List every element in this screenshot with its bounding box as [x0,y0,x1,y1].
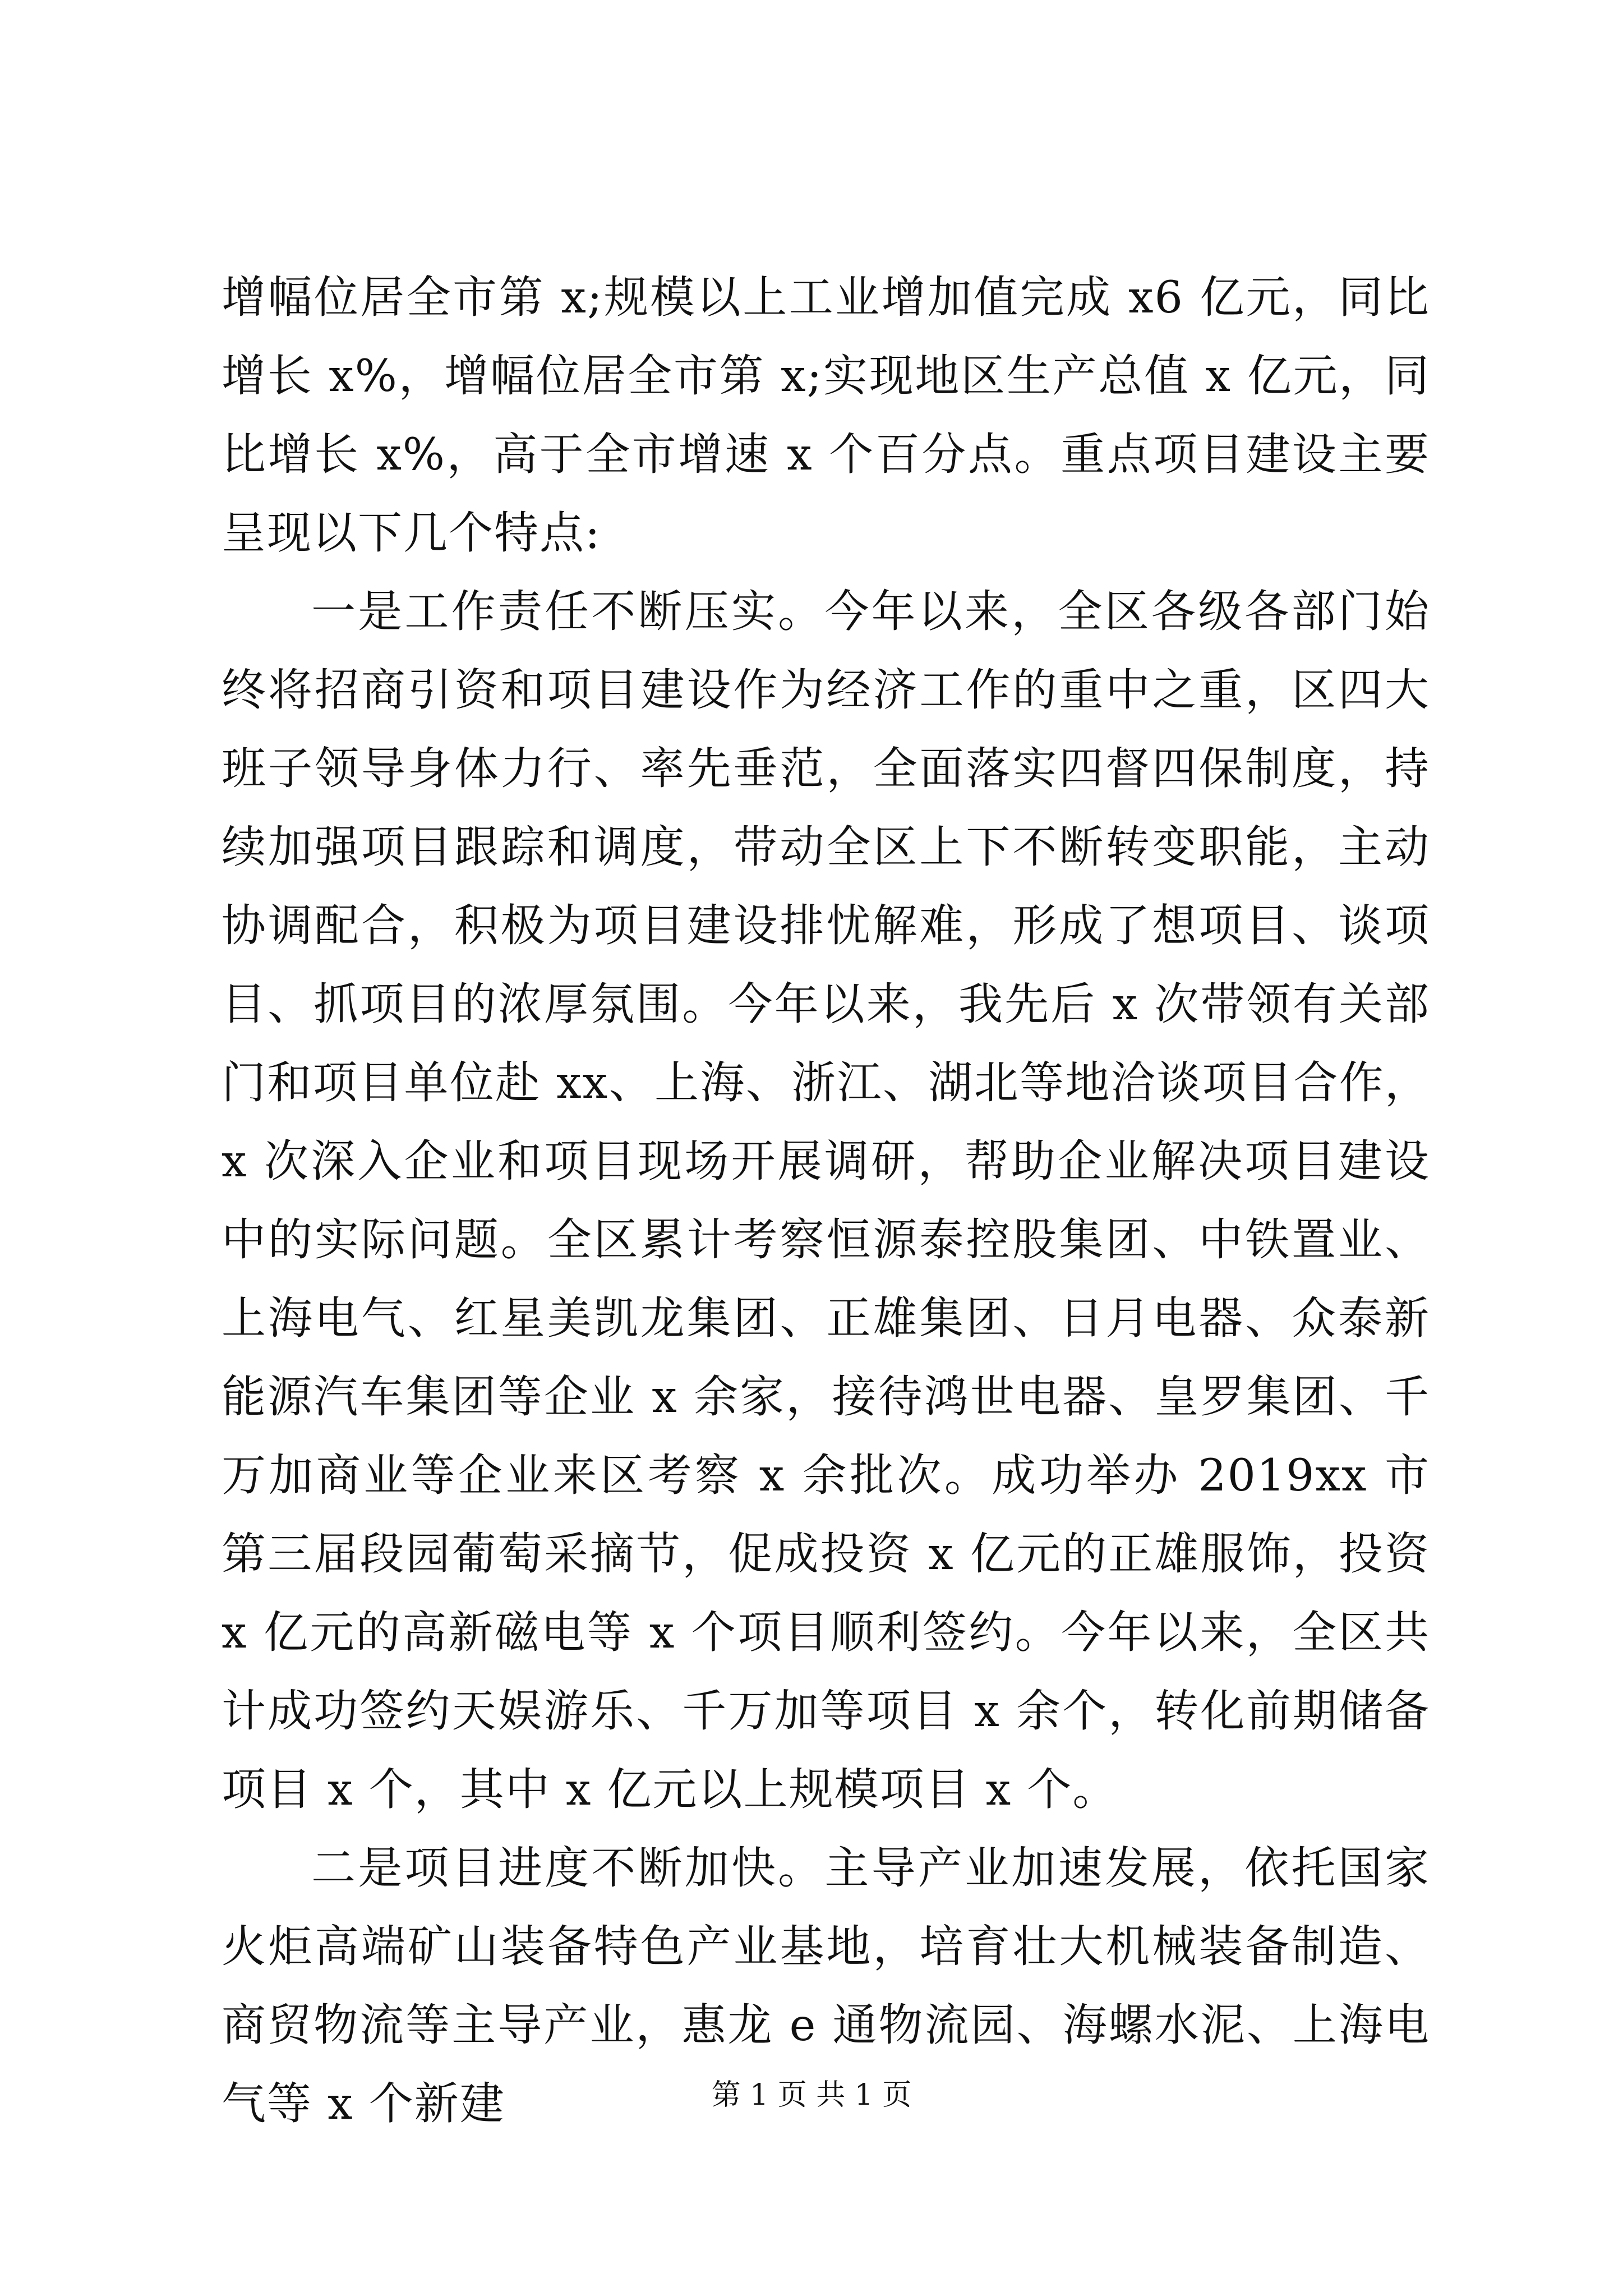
document-body [222,258,1430,2143]
paragraph-1: 增幅位居全市第 x;规模以上工业增加值完成 x6 亿元，同比增长 x%，增幅位居全市第 x;实现地区生产总值 x 亿元，同比增长 x%，高于全市增速 x 个百分点。重点项目建设主要呈现以下几个特点: [222,272,1430,559]
page-footer: 第 1 页 共 1 页 [711,2078,912,2112]
paragraph-2: 一是工作责任不断压实。今年以来，全区各级各部门始终将招商引资和项目建设作为经济工作的重中之重，区四大班子领导身体力行、率先垂范，全面落实四督四保制度，持续加强项目跟踪和调度，带动全区上下不断转变职能，主动协调配合，积极为项目建设排忧解难，形成了想项目、谈项目、抓项目的浓厚氛围。今年以来，我先后 x 次带领有关部门和项目单位赴 xx、上海、浙江、湖北等地洽谈项目合作，x 次深入企业和项目现场开展调研，帮助企业解决项目建设中的实际问题。全区累计考察恒源泰控股集团、中铁置业、上海电气、红星美凯龙集团、正雄集团、日月电器、众泰新能源汽车集团等企业 x 余家，接待鸿世电器、皇罗集团、千万加商业等企业来区考察 x 余批次。成功举办 2019xx 市第三届段园葡萄采摘节，促成投资 x 亿元的正雄服饰，投资 x 亿元的高新磁电等 x 个项目顺利签约。今年以来，全区共计成功签约天娱游乐、千万加等项目 x 余个，转化前期储备项目 x 个，其中 x 亿元以上规模项目 x 个。 [222,586,1430,1815]
paragraph-3: 二是项目进度不断加快。主导产业加速发展，依托国家火炬高端矿山装备特色产业基地，培育壮大机械装备制造、商贸物流等主导产业，惠龙 e 通物流园、海螺水泥、上海电气等 x 个新建 [222,1842,1430,2129]
